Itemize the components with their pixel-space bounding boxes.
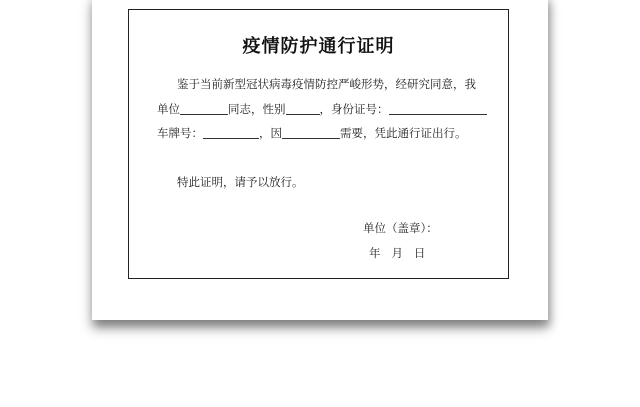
gender-blank [286, 102, 320, 115]
certificate-frame [128, 9, 509, 279]
reason-label: ，因 [259, 126, 282, 140]
seal-label: 单位（盖章）： [363, 221, 438, 235]
purpose-text: 需要，凭此通行证出行。 [340, 126, 467, 140]
id-number-blank [389, 102, 487, 115]
unit-label: 单位 [157, 102, 180, 116]
body-line-4: 特此证明，请予以放行。 [177, 175, 304, 189]
plate-label: 车牌号： [157, 126, 203, 140]
certificate-title: 疫情防护通行证明 [242, 36, 395, 57]
plate-blank [203, 126, 259, 139]
id-label: ，身份证号： [319, 102, 389, 116]
name-blank [180, 102, 228, 115]
date-label: 年 月 日 [369, 246, 426, 260]
body-line-3 [157, 125, 467, 141]
body-line-1: 鉴于当前新型冠状病毒疫情防控严峻形势，经研究同意，我 [177, 77, 476, 91]
body-line-2 [157, 101, 487, 117]
reason-blank [282, 126, 340, 139]
gender-label: 同志，性别 [228, 102, 286, 116]
